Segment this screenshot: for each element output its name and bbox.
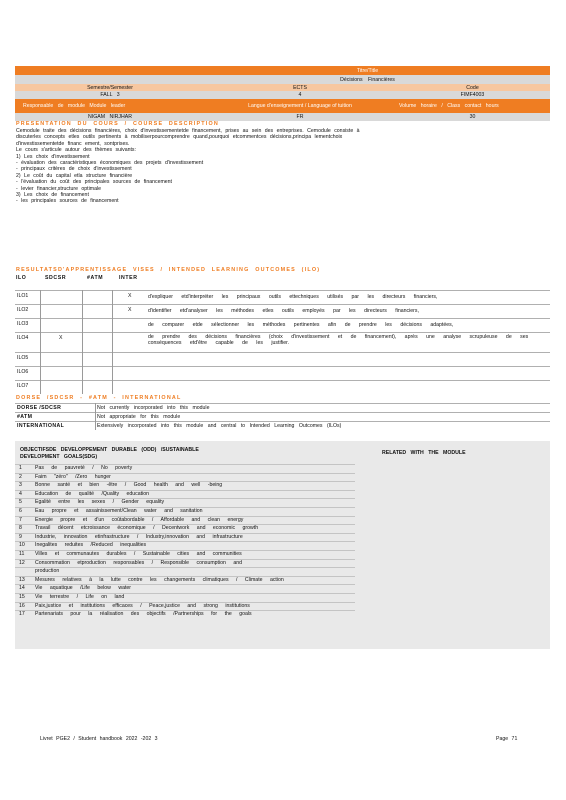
sdg-number: 9 <box>19 533 22 540</box>
ilo-row <box>15 304 550 318</box>
sdg-heading-1: OBJECTIFSDE DEVELOPPEMENT DURABLE (ODD) /SUSTAINABLE <box>20 447 199 453</box>
sdg-text: Vie terrestre / Life on land <box>35 593 125 600</box>
ilo-label: ILO5 <box>17 355 29 361</box>
sdg-item <box>15 490 355 499</box>
sdg-number: 6 <box>19 507 22 514</box>
title-value-row <box>15 75 550 84</box>
sdg-number: 11 <box>19 550 25 557</box>
sdg-text: Vie aquatique /Life below water <box>35 585 132 592</box>
presentation-line: 3) Les choix de financement <box>16 191 89 198</box>
ilo-sdcsr-mark: X <box>59 335 63 341</box>
sdg-item <box>15 524 355 533</box>
sdg-number: 16 <box>19 602 25 609</box>
sdg-list <box>15 464 355 619</box>
sdg-item <box>15 541 355 550</box>
ilo-divider <box>112 290 113 394</box>
presentation-line: - les principales sources de financement <box>16 198 119 205</box>
dorse-text: Extensively incorporated into this module and central to Intended Learning Outcomes (ILOs) <box>97 423 342 429</box>
presentation-text <box>16 128 550 205</box>
ilo-text: d'expliquer etd'interpréter les principaux outils ettechniques utilisés par les directeurs financiers, <box>148 294 438 300</box>
title-bar <box>15 66 550 75</box>
ilo-divider <box>82 290 83 394</box>
semester-value: FALL 3 <box>100 92 120 98</box>
sdg-related-heading: RELATED WITH THE MODULE <box>382 450 466 456</box>
ilo-label: ILO2 <box>17 307 29 313</box>
footer-left: Livret PGE2 / Student handbook 2022 -202 3 <box>40 736 158 742</box>
sdg-number: 4 <box>19 490 22 497</box>
sdg-item <box>15 498 355 507</box>
col-inter: INTER <box>119 275 138 281</box>
sdg-number: 13 <box>19 576 25 583</box>
sdg-item <box>15 593 355 602</box>
ilo-divider <box>40 290 41 394</box>
dorse-label: INTERNATIONAL <box>17 423 65 429</box>
sdg-item <box>15 507 355 516</box>
presentation-line: - levier financier,structure optimale <box>16 185 101 192</box>
dorse-text: Not currently incorporated into this module <box>97 405 210 411</box>
sdg-heading-2: DEVELOPMENT GOALS(SDG) <box>20 454 98 460</box>
sdg-number: 5 <box>19 499 22 506</box>
presentation-line: 2) Le coût du capital etla structure financière <box>16 172 133 179</box>
ilo-row <box>15 332 550 352</box>
dorse-divider <box>95 403 96 430</box>
sdg-item <box>15 481 355 490</box>
presentation-line: - évaluation des caractéristiques économiques des projets d'investissement <box>16 159 204 166</box>
ilo-row <box>15 380 550 394</box>
volume-value: 30 <box>469 114 476 120</box>
dorse-heading: DORSE /SDCSR - #ATM - INTERNATIONAL <box>16 395 182 401</box>
sdg-item <box>15 533 355 542</box>
ilo-label: ILO4 <box>17 335 29 341</box>
sdg-item <box>15 464 355 473</box>
sdg-text: Education de qualité /Quality education <box>35 490 149 497</box>
sdg-item <box>15 567 355 576</box>
sdg-item <box>15 602 355 611</box>
sdg-item <box>15 473 355 482</box>
responsable-value-row <box>15 113 550 121</box>
ilo-text: de prendre des décisions financières (choix d'investissement et de financement), après une analyse scrupuleuse de ses conséquences etd'être capable de les justifier. <box>148 334 529 347</box>
presentation-line: 1) Les choix d'investissement <box>16 153 90 160</box>
ilo-text: d'identifier etd'analyser les méthodes etles outils employés par les directeurs financiers, <box>148 308 419 314</box>
language-label: Langue d'enseignement / Language of tuition <box>248 103 352 109</box>
sdg-item <box>15 610 355 619</box>
sdg-text: Mesures relatives à la lutte contre les changements climatiques / Climate action <box>35 576 284 583</box>
sdg-number: 15 <box>19 593 25 600</box>
sdg-text: Travail décent etcroissance économique / Decentwork and economic growth <box>35 525 259 532</box>
title-value: Décisions Financières <box>340 76 395 83</box>
sdg-item <box>15 576 355 585</box>
ilo-row <box>15 290 550 304</box>
sdg-item <box>15 550 355 559</box>
code-value: FIMF4003 <box>460 92 485 98</box>
sdg-number: 17 <box>19 611 25 618</box>
semester-header-row <box>15 84 550 91</box>
col-sdcsr: SDCSR <box>45 275 67 281</box>
sdg-number: 8 <box>19 525 22 532</box>
sdg-text: Pas de pauvreté / No poverty <box>35 465 133 471</box>
sdg-panel <box>15 441 550 649</box>
sdg-number: 7 <box>19 516 22 523</box>
volume-label: Volume horaire / Class contact hours <box>399 103 499 109</box>
ilo-row <box>15 318 550 332</box>
sdg-number: 12 <box>19 559 25 566</box>
presentation-line: d'investissementetde financ ement, sontprises. <box>16 140 130 147</box>
responsable-label: Responsable de module Module leader <box>23 103 126 109</box>
sdg-text: Inegalites reduites /Reduced inequalities <box>35 542 147 549</box>
presentation-line: Cemodule traite des décisions financières, choix d'investissementetde financement, prises au sein des entreprises. Cemodule consiste à <box>16 128 360 134</box>
dorse-label: DORSE /SDCSR <box>17 405 62 411</box>
presentation-heading: PRESENTATION DU COURS / COURSE DESCRIPTION <box>16 121 219 127</box>
sdg-number: 10 <box>19 542 25 549</box>
semester-value-row <box>15 91 550 99</box>
presentation-line: - principaux critères de choix d'investissement <box>16 166 132 173</box>
sdg-text: production <box>35 568 60 575</box>
ects-value: 4 <box>298 92 302 98</box>
semester-label: Semestre/Semester <box>87 84 133 91</box>
dorse-label: #ATM <box>17 414 33 420</box>
sdg-number: 14 <box>19 585 25 592</box>
sdg-text: Industrie, innovation etinfrastructure / Industry,innovation and infrastructure <box>35 533 243 540</box>
sdg-item <box>15 559 355 568</box>
sdg-text: Faim "zéro" /Zero hunger <box>35 473 111 480</box>
sdg-item <box>15 516 355 525</box>
sdg-number: 3 <box>19 482 22 489</box>
sdg-text: Egalité entre les sexes / Gender equality <box>35 499 165 506</box>
ilo-row <box>15 352 550 366</box>
sdg-text: Paix,justice et institutions efficaces / Peace,justice and strong institutions <box>35 602 250 609</box>
code-label: Code <box>466 84 479 91</box>
dorse-text: Not appropriate for this module <box>97 414 181 420</box>
ilo-label: ILO7 <box>17 383 29 389</box>
ects-label: ECTS <box>293 84 307 91</box>
ilo-label: ILO1 <box>17 293 29 299</box>
ilo-label: ILO3 <box>17 321 29 327</box>
ilo-row <box>15 366 550 380</box>
sdg-item <box>15 584 355 593</box>
ilo-inter-mark: X <box>128 293 132 299</box>
col-atm: #ATM <box>87 275 104 281</box>
responsable-value: NIGAM NIRJHAR <box>88 114 132 120</box>
language-value: FR <box>296 114 304 120</box>
sdg-text: Partenariats pour la réalisation des objectifs /Partnerships for the goals <box>35 611 252 618</box>
title-label: Titre/Title <box>356 67 379 74</box>
presentation-line: - l'évaluation du coût des principales sources de financement <box>16 179 172 186</box>
col-ilo: ILO <box>16 275 27 281</box>
responsable-header-row <box>15 99 550 113</box>
page-number: Page 71 <box>496 736 518 742</box>
presentation-line: discuterles concepts etles outils pertinents à mobiliserpourcomprendre quand,pourquoi etcommentces décisions,principa lementchoix <box>16 134 343 141</box>
ilo-text: de comparer etde sélectionner les méthodes pertinentes afin de prendre les décisions adaptées, <box>148 322 454 328</box>
sdg-number: 2 <box>19 473 22 480</box>
sdg-text: Consommation etproduction responsables / Responsible consumption and <box>35 559 243 566</box>
sdg-number: 1 <box>19 465 22 471</box>
ilo-heading: RESULTATSD'APPRENTISSAGE VISES / INTENDED LEARNING OUTCOMES (ILO) <box>16 267 321 273</box>
sdg-text: Villes et communautes durables / Sustainable cities and communities <box>35 550 242 557</box>
ilo-inter-mark: X <box>128 307 132 313</box>
sdg-text: Energie propre et d'un coûtabordable / Affordable and clean energy <box>35 516 244 523</box>
ilo-column-header <box>16 275 550 283</box>
sdg-text: Bonne santé et bien -être / Good health and well -being <box>35 482 223 489</box>
presentation-line: Le cours s'articule autour des thèmes suivants: <box>16 147 136 154</box>
ilo-label: ILO6 <box>17 369 29 375</box>
sdg-text: Eau propre et assainissement/Clean water and sanitation <box>35 507 203 514</box>
